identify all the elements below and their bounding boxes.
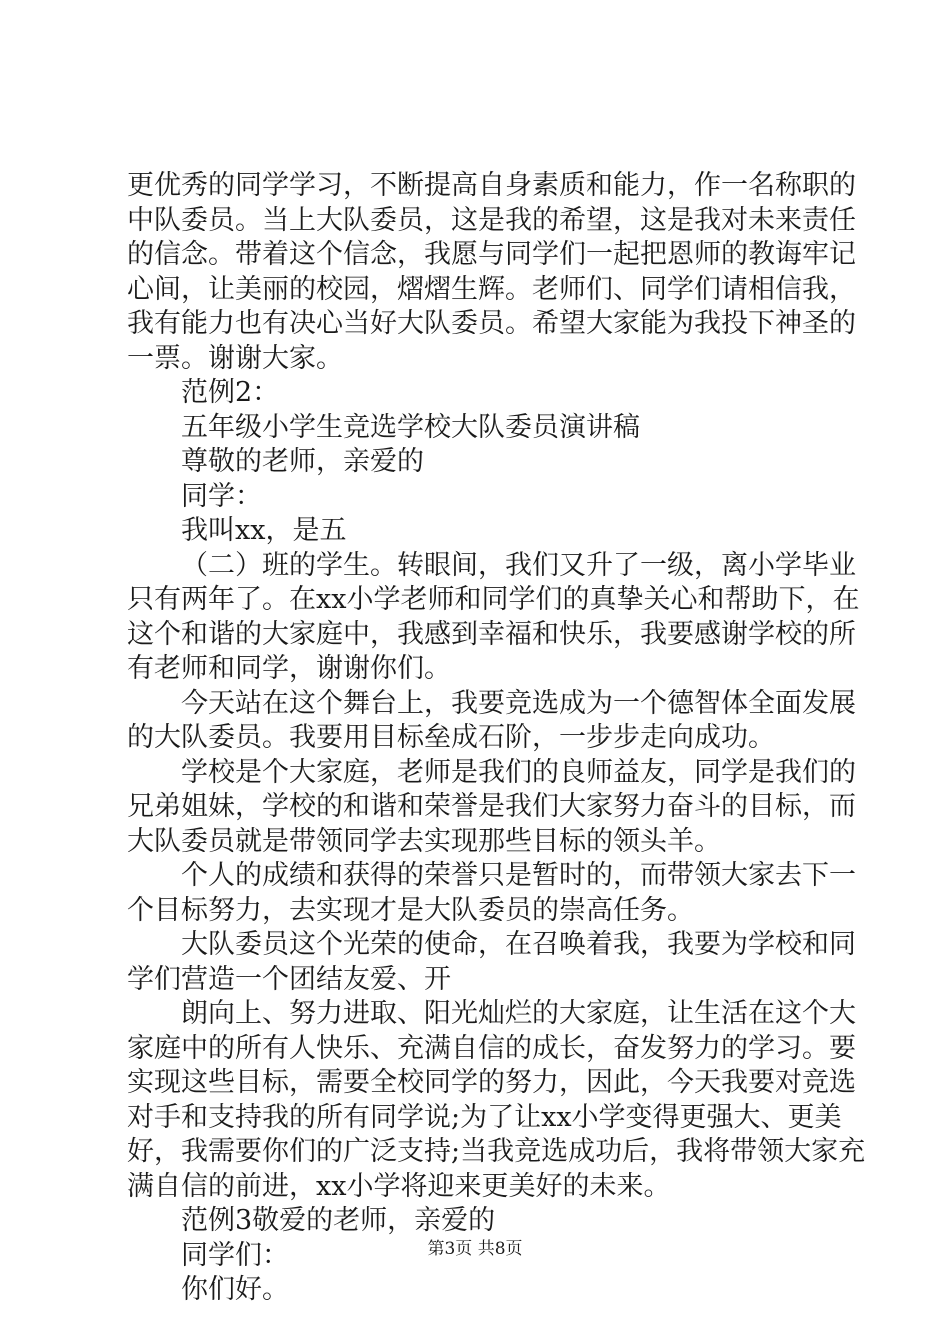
document-body	[127, 169, 866, 1308]
text-line: 中队委员。当上大队委员，这是我的希望，这是我对未来责任	[127, 204, 856, 236]
text-line: 个目标努力，去实现才是大队委员的崇高任务。	[127, 894, 694, 926]
text-line: 范例2：	[181, 377, 280, 408]
text-line: 同学们：	[181, 1239, 289, 1271]
text-line: 只有两年了。在xx小学老师和同学们的真挚关心和帮助下，在	[127, 584, 860, 615]
text-line: 我叫xx，是五	[181, 515, 347, 546]
text-line: 范例3敬爱的老师，亲爱的	[181, 1205, 496, 1236]
text-line: 实现这些目标，需要全校同学的努力，因此，今天我要对竞选	[127, 1067, 856, 1098]
text-line: 兄弟姐妹，学校的和谐和荣誉是我们大家努力奋斗的目标，而	[127, 791, 856, 822]
text-line: 你们好。	[181, 1274, 289, 1305]
text-line: 的大队委员。我要用目标垒成石阶，一步步走向成功。	[127, 722, 775, 753]
text-line: 五年级小学生竞选学校大队委员演讲稿	[181, 411, 640, 443]
text-line: 满自信的前进，xx小学将迎来更美好的未来。	[127, 1170, 671, 1202]
text-line: 好，我需要你们的广泛支持;当我竞选成功后，我将带领大家充	[127, 1136, 866, 1167]
text-line: 有老师和同学，谢谢你们。	[127, 653, 451, 684]
text-line: 学校是个大家庭，老师是我们的良师益友，同学是我们的	[181, 756, 856, 788]
text-line: 尊敬的老师，亲爱的	[181, 446, 424, 477]
text-line: 个人的成绩和获得的荣誉只是暂时的，而带领大家去下一	[181, 860, 856, 891]
text-line: 的信念。带着这个信念，我愿与同学们一起把恩师的教诲牢记	[127, 239, 856, 270]
text-line: 一票。谢谢大家。	[127, 342, 343, 374]
text-line: 大队委员就是带领同学去实现那些目标的领头羊。	[127, 825, 721, 857]
text-line: 学们营造一个团结友爱、开	[127, 963, 451, 995]
text-line: 朗向上、努力进取、阳光灿烂的大家庭，让生活在这个大	[181, 998, 856, 1029]
text-line: 心间，让美丽的校园，熠熠生辉。老师们、同学们请相信我，	[127, 273, 856, 305]
text-line: 我有能力也有决心当好大队委员。希望大家能为我投下神圣的	[127, 308, 856, 339]
page-number-footer: 第3页 共8页	[427, 1239, 523, 1259]
text-line: 同学：	[181, 480, 262, 512]
text-line: 对手和支持我的所有同学说;为了让xx小学变得更强大、更美	[127, 1101, 842, 1133]
text-line: 大队委员这个光荣的使命，在召唤着我，我要为学校和同	[181, 929, 856, 960]
text-line: 今天站在这个舞台上，我要竞选成为一个德智体全面发展	[181, 687, 856, 719]
text-line: 这个和谐的大家庭中，我感到幸福和快乐，我要感谢学校的所	[127, 618, 856, 650]
text-line: 家庭中的所有人快乐、充满自信的成长，奋发努力的学习。要	[127, 1032, 856, 1064]
text-line: 更优秀的同学学习，不断提高自身素质和能力，作一名称职的	[127, 170, 856, 201]
text-line: （二）班的学生。转眼间，我们又升了一级，离小学毕业	[181, 549, 856, 581]
